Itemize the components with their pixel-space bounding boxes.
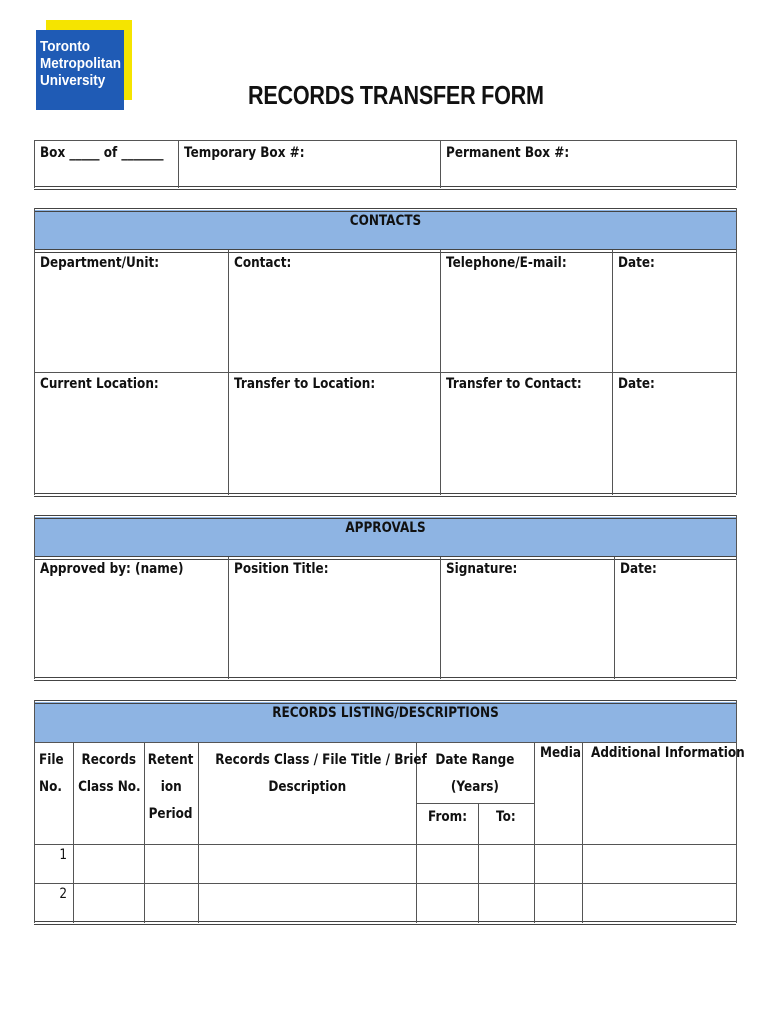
form-title: RECORDS TRANSFER FORM [248,80,544,110]
permanent-box-field[interactable]: Permanent Box #: [446,145,570,161]
approval-date-field[interactable]: Date: [620,561,657,577]
col-records-title-description: Records Class / File Title / Brief Description [215,752,427,795]
row-number: 2 [59,886,67,902]
temporary-box-field[interactable]: Temporary Box #: [184,145,305,161]
current-location-field[interactable]: Current Location: [40,376,159,392]
col-retention-period: Retent ion Period [148,752,194,822]
col-date-range: Date Range (Years) [435,752,515,795]
col-records-class-no: Records Class No. [78,752,141,795]
transfer-to-location-field[interactable]: Transfer to Location: [234,376,376,392]
contact-date-field[interactable]: Date: [618,255,655,271]
contact-field[interactable]: Contact: [234,255,292,271]
col-file-no: File No. [39,752,64,795]
university-logo [36,20,132,112]
col-additional-information: Additional Information [591,745,745,761]
department-unit-field[interactable]: Department/Unit: [40,255,160,271]
position-title-field[interactable]: Position Title: [234,561,329,577]
logo-line-3: University [40,72,106,89]
transfer-date-field[interactable]: Date: [618,376,655,392]
contacts-heading: CONTACTS [349,213,422,229]
approved-by-field[interactable]: Approved by: (name) [40,561,184,577]
logo-line-1: Toronto [40,38,90,55]
approvals-heading: APPROVALS [345,520,426,536]
col-media: Media [540,745,582,761]
row-number: 1 [59,847,67,863]
col-date-from: From: [428,809,468,825]
box-count-field[interactable]: Box _____ of _______ [40,145,164,161]
col-date-to: To: [496,809,516,825]
logo-line-2: Metropolitan [40,55,121,72]
telephone-email-field[interactable]: Telephone/E-mail: [446,255,567,271]
transfer-to-contact-field[interactable]: Transfer to Contact: [446,376,582,392]
logo-text [40,38,121,89]
signature-field[interactable]: Signature: [446,561,518,577]
listing-heading: RECORDS LISTING/DESCRIPTIONS [272,705,499,721]
